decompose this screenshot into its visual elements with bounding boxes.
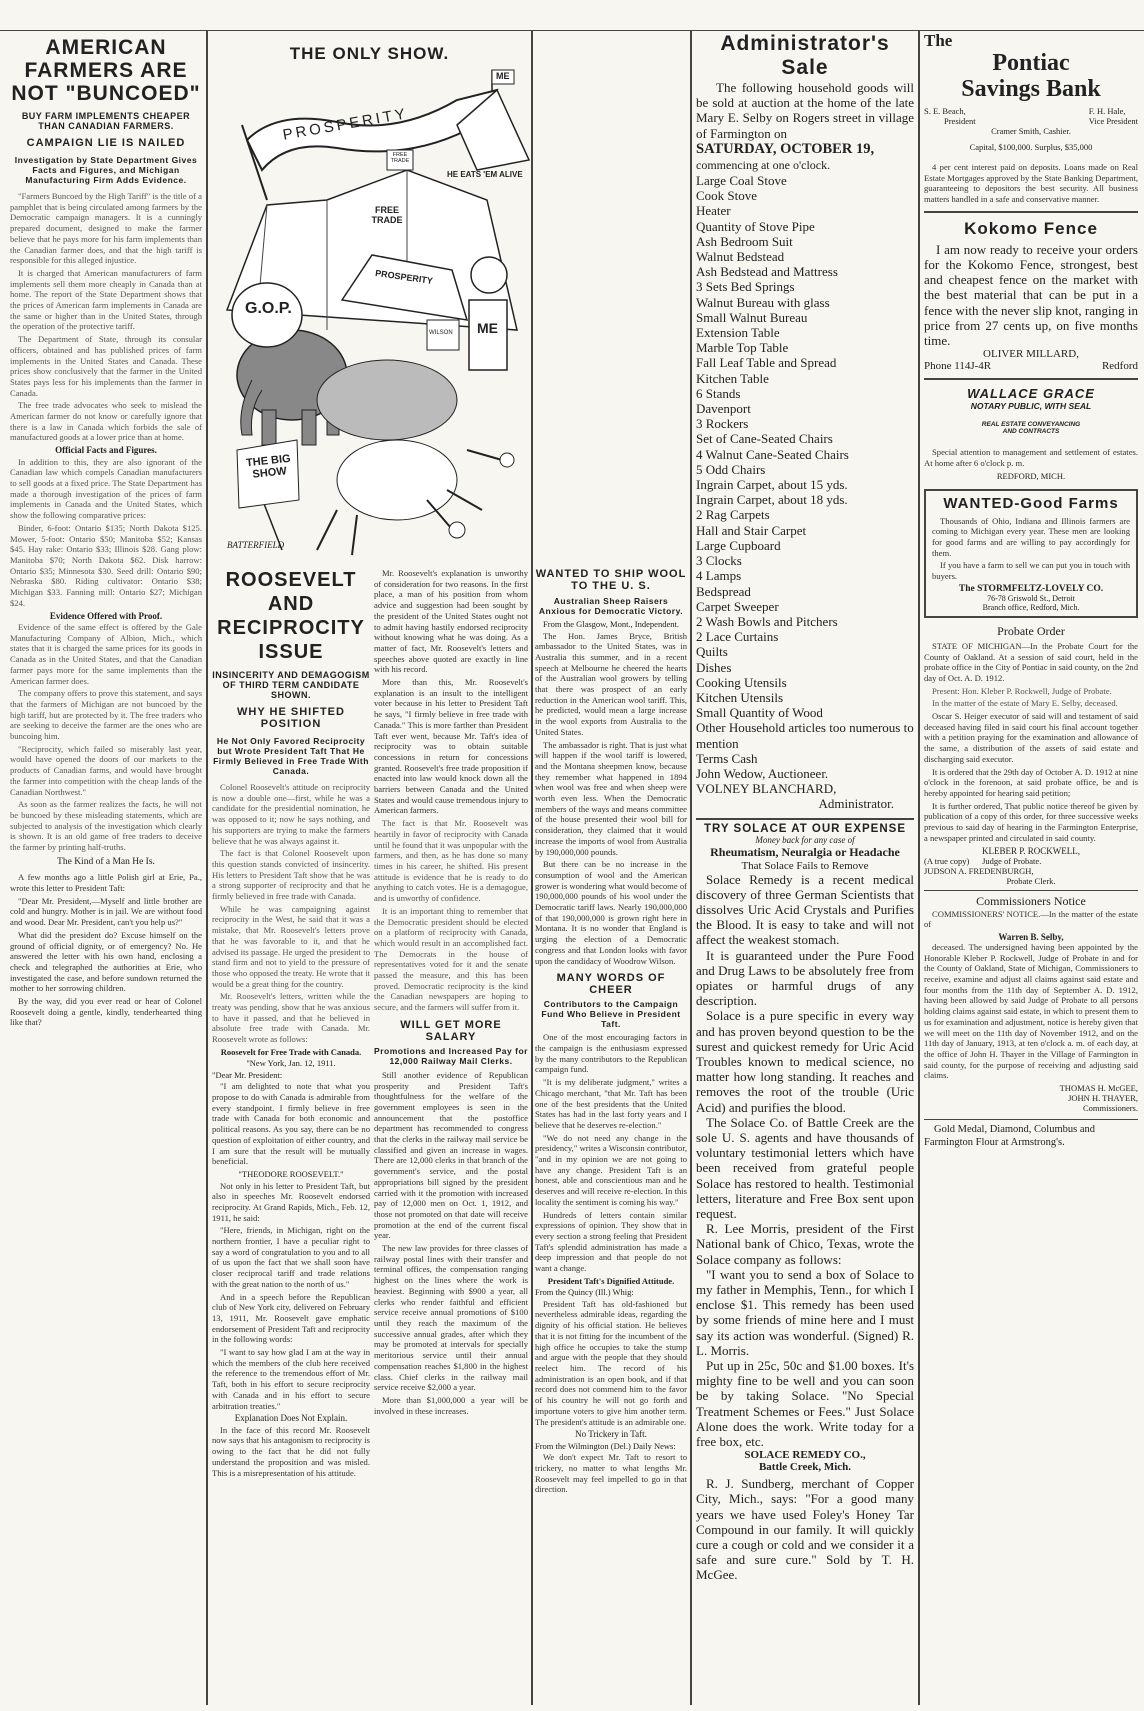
sale-item: Walnut Bureau with glass	[696, 294, 830, 310]
probate-paragraph: Present: Hon. Kleber P. Rockwell, Judge of Probate.	[932, 685, 1112, 696]
sale-item: 3 Sets Bed Springs	[696, 279, 795, 295]
article-paragraph: The Hon. James Bryce, British ambassador to the United States, was in Australia this summer, and in a recent speech at Melbourne he cheered the hearts of the Australian wool growers by telling that there was prospect of an early reduction in the American wool tariff. This, he predicted, would mean a large increase in the wool exports from Australia to the United States.	[535, 630, 687, 737]
bank-the: The	[924, 32, 953, 50]
article-paragraph: Not only in his letter to President Taft, but also in speeches Mr. Roosevelt endorsed reciprocity. At Grand Rapids, Mich., Feb. 12, 1911, he said:	[212, 1180, 370, 1223]
ad-fence-title: Kokomo Fence	[964, 218, 1098, 238]
sale-item: Ash Bedroom Suit	[696, 233, 793, 249]
bank-officer-2: F. H. Hale,	[1088, 106, 1126, 116]
ad-fence-paragraph: I am now ready to receive your orders for the Kokomo Fence, strongest, best and cheapest fence on the market with the best material that can be put in a fence with the never slip knot, ranging in price from 27 cents up, on five months time.	[924, 241, 1138, 349]
column-rule-4	[918, 30, 920, 1705]
sale-item: Davenport	[696, 401, 751, 417]
ad-wanted-farms-company: The STORMFELTZ-LOVELY CO.	[958, 583, 1104, 594]
sale-item: Quantity of Stove Pipe	[696, 218, 815, 234]
article-paragraph: "Here, friends, in Michigan, right on the northern frontier, I have a peculiar right to say a word of congratulation to you and to all of us upon the fact that we shall soon have closer reciprocal tariff and trade relations with the great nation to the north of us."	[212, 1225, 370, 1289]
sale-item: 2 Lace Curtains	[696, 629, 779, 645]
article-paragraph: It is charged that American manufacturers of farm implements sell them more cheaply in Canada than at home. The report of the State Department shows that the prices of American farm implements in Canada are the same or higher than in the United States, through the operation of the protective tariff.	[10, 267, 202, 332]
probate-paragraph: Oscar S. Heiger executor of said will and testament of said deceased having filed in said court his final account together with a petition praying for the examination and allowance of the same, a distribution of the assets of said estate and discharging said executor.	[924, 711, 1138, 764]
commissioners-estate-name: Warren B. Selby,	[998, 931, 1064, 942]
article-paragraph: "Reciprocity, which failed so miserably last year, would have opened the doors of our markets to the products of Canadian farms, and would have brought the farmer into competition with the cheap lands of the Canadian Northwest."	[10, 743, 202, 797]
ad-solace-paragraph: "I want you to send a box of Solace to my father in Memphis, Tenn., for which I enclose $1. This remedy has been used by some friends of mine here and I must say its action was wonderful. (Signed) R. L. Morris.	[696, 1266, 914, 1358]
ad-solace-sub: Money back for any case of	[755, 834, 855, 845]
banner-text: PROSPERITY	[281, 105, 410, 144]
ad-wanted-farms-address: 76-78 Griswold St., Detroit	[987, 593, 1075, 603]
commissioners-sign-1: THOMAS H. McGEE,	[1059, 1083, 1138, 1094]
bank-officer-2-title: Vice President	[1088, 116, 1138, 126]
sale-item: Extension Table	[696, 325, 780, 341]
bank-capital: Capital, $100,000. Surplus, $35,000	[969, 142, 1093, 152]
sale-item: Ingrain Carpet, about 15 yds.	[696, 477, 848, 493]
artist-signature: BATTERFIELD	[227, 540, 285, 550]
sale-item: Cook Stove	[696, 188, 758, 204]
bank-officers	[924, 106, 1138, 126]
sale-item: Walnut Bedstead	[696, 249, 785, 265]
section-heading: No Trickery in Taft.	[575, 1429, 647, 1440]
sale-item: Kitchen Table	[696, 370, 769, 386]
probate-paragraph: In the matter of the estate of Mary E. Selby, deceased.	[932, 698, 1118, 709]
sale-item: 5 Odd Chairs	[696, 461, 766, 477]
article-paragraph: The fact is that Colonel Roosevelt upon this question stands convicted of insincerity. His letters to President Taft show that he was a strong supporter of reciprocity and that he firmly believed in free trade with Canada.	[212, 848, 370, 902]
sale-item: Dishes	[696, 659, 732, 675]
ad-wanted-farms-box	[924, 489, 1138, 618]
article-paragraph: The Department of State, through its consular officers, obtained and has published prices of farm implements in the United States and Canada. These prices show conclusively that the farmer in the United States pays less for his implements than the farmer in Canada.	[10, 334, 202, 398]
sale-item: Quilts	[696, 644, 728, 660]
commissioners-paragraph: deceased. The undersigned having been appointed by the Honorable Kleber P. Rockwell, Judge of Probate in and for the County of Oakland, State of Michigan, Commissioners to receive, examine and adjust all claims against said estate and four months from the 11th day of September A. D. 1912, having been allowed by said Judge of Probate to all persons holding claims against said estate, in which to present them to us for examination and adjustment, notice is hereby given that we will meet on the 11th day of November 1912, and on the 11th day of January, 1913, at ten o'clock a. m. of each day, at the office of John H. Thayer in the Village of Farmington in said county, for the purpose of receiving and adjusting said claims.	[924, 941, 1138, 1081]
column-4	[535, 568, 687, 1706]
ad-terms: Terms Cash	[696, 750, 758, 766]
sale-item: Large Coal Stove	[696, 173, 787, 189]
subhead-insincerity: INSINCERITY AND DEMAGOGISM OF THIRD TERM CANDIDATE SHOWN.	[212, 670, 370, 700]
top-rule	[0, 30, 1144, 31]
bank-paragraph: 4 per cent interest paid on deposits. Loans made on Real Estate Mortgages approved by the State Banking Department, guaranteeing to depositors the best security. All business matters handled in a safe and conservative manner.	[924, 162, 1138, 205]
article-paragraph: Binder, 6-foot: Ontario $135; North Dakota $125. Mower, 5-foot: Ontario $50; Manitoba $52; Kansas $45. Hay rake: Ontario $33; Illinois $28. Gang plow: Manitoba $70; North Dakota $62. Disk harrow: Ontario $35; Minnesota $30. Seed drill: Ontario $90; Nebraska $80. Riding cultivator: Ontario $38; Michigan $33. Fanning mill: Ontario $27; Michigan $24.	[10, 522, 202, 608]
sale-item: 2 Wash Bowls and Pitchers	[696, 613, 838, 629]
subhead-campaign-lie: CAMPAIGN LIE IS NAILED	[26, 137, 186, 149]
article-paragraph: Mr. Roosevelt's letters, written while the treaty was pending, show that he was anxious to have it passed, and that he believed in absolute free trade with Canada. Mr. Roosevelt wrote as follows:	[212, 991, 370, 1045]
ad-solace-sub3: That Solace Fails to Remove	[741, 859, 869, 872]
divider	[924, 1119, 1138, 1120]
sale-item: Bedspread	[696, 583, 751, 599]
sale-item: Cooking Utensils	[696, 674, 787, 690]
ad-solace-paragraph: The Solace Co. of Battle Creek are the sole U. S. agents and have thousands of voluntary testimonial letters which have been received from grateful people Solace has restored to health. Testimonial letters, literature and Free Box sent upon request.	[696, 1114, 914, 1222]
headline-words-of-cheer: MANY WORDS OF CHEER	[556, 972, 666, 997]
box-free-trade: FREE TRADE	[390, 152, 410, 164]
bank-officer-1: S. E. Beach,	[924, 106, 966, 116]
article-paragraph: One of the most encouraging factors in the campaign is the enthusiasm expressed by the many contributors to the Republican campaign fund.	[535, 1032, 687, 1075]
ad-flour: Gold Medal, Diamond, Columbus and Farmington Flour at Armstrong's.	[924, 1124, 1095, 1149]
headline-more-salary: WILL GET MORE SALARY	[400, 1018, 502, 1043]
article-paragraph: In the face of this record Mr. Roosevelt now says that his antagonism to reciprocity is owing to the fact that he did not fully understand the proposition and was misled. This is a misrepresentation of his attitude.	[212, 1424, 370, 1478]
probate-paragraph: It is further ordered, That public notice thereof be given by publication of a copy of this order, for three successive weeks previous to said day of hearing in the Farmington Enterprise, a newspaper printed and circulated in said county.	[924, 800, 1138, 843]
article-paragraph: The fact is that Mr. Roosevelt was heartily in favor of reciprocity with Canada until he found that it was unpopular with the farmers, and then, as he has done so many times in his career, he shifted. His present attitude is evidence that he is ready to do anything to catch votes. He is a demagogue, and is unworthy of confidence.	[374, 818, 528, 904]
ad-foley-paragraph: R. J. Sundberg, merchant of Copper City, Mich., says: "For a good many years we have used Foley's Honey Tar Compound in our family. It will quickly cure a cough or cold and we consider it a safe and sure cure." Sold by T. H. McGee.	[696, 1476, 914, 1583]
ad-fence-name: OLIVER MILLARD,	[983, 348, 1079, 361]
article-paragraph: The ambassador is right. That is just what will happen if the wool tariff is lowered, and the Montana sheepmen know, because they remember what happened in 1894 when wool was free and when sheep were worth even less. When the Democratic members of the ways and means committee of the house presented their wool bill for consideration, they claimed that it would increase the imports of wool from Australia by 190,000,000 pounds.	[535, 739, 687, 857]
sign-eats-em-alive: HE EATS 'EM ALIVE	[447, 170, 523, 179]
article-paragraph: Evidence of the same effect is offered by the Gale Manufacturing Company of Albion, Mich., which states that it is charged the same prices for its goods in Canada as in the United States, and that the Canadian farmer pays more for the same implements than the American farmer does.	[10, 622, 202, 686]
article-paragraph: The new law provides for three classes of railway postal lines with their transfer and terminal offices, the compensation ranging highest on the lines where the work is heaviest. Beginning with $900 a year, all clerks who render faithful and efficient service receive annual promotions of $100 until they reach the maximum of the successive annual grades, after which they may be promoted at intervals for specially meritorious service until their annual compensation reaches $1,800 in the highest class. Chief clerks in the railway mail service receive $2,000 a year.	[374, 1243, 528, 1393]
article-paragraph: Still another evidence of Republican prosperity and President Taft's thoughtfulness for the welfare of the government employees is seen in the announcement that the postoffice department has recommended to congress that the clerks in the railway mail service be classified and given an increase in wages. There are 12,000 clerks in that branch of the government's service, and the postal appropriations bill signed by the president carried with it the promotion with increased pay of 12,000 men on Oct. 1, 1912, and those not promoted on that date will receive promotion at the end of the current fiscal year.	[374, 1069, 528, 1241]
ad-administrator-name: VOLNEY BLANCHARD,	[696, 781, 837, 797]
probate-judge: KLEBER P. ROCKWELL,	[982, 845, 1080, 856]
headline-wool: WANTED TO SHIP WOOL TO THE U. S.	[535, 568, 687, 592]
article-paragraph: Hundreds of letters contain similar expressions of opinion. They show that in every section a strong feeling that President Taft's splendid administration has made a deep impression and that people do not want a change.	[535, 1209, 687, 1274]
sale-item: Set of Cane-Seated Chairs	[696, 431, 833, 447]
probate-paragraph: It is ordered that the 29th day of October A. D. 1912 at nine o'clock in the forenoon, at said probate office, be and is hereby appointed for hearing said petition;	[924, 766, 1138, 798]
ad-solace-paragraph: Solace is a pure specific in every way and has proven beyond question to be the surest and quickest remedy for Uric Acid Troubles known to medical science, no matter how long standing. It reaches and removes the root of the trouble (Uric Acid) and purifies the blood.	[696, 1008, 914, 1115]
ad-fence-city: Redford	[1101, 360, 1138, 373]
sale-item: 2 Rag Carpets	[696, 507, 770, 523]
commissioners-sign-2: JOHN H. THAYER,	[1068, 1093, 1138, 1104]
column-1	[10, 36, 202, 1706]
probate-copy: (A true copy) Judge of Probate.	[924, 855, 1042, 866]
ad-sale-date: SATURDAY, OCTOBER 19,	[696, 140, 875, 157]
column-2	[212, 568, 370, 1706]
section-heading: President Taft's Dignified Attitude.	[547, 1275, 675, 1286]
subhead-farm-implements: BUY FARM IMPLEMENTS CHEAPER THAN CANADIAN FARMERS.	[21, 111, 191, 131]
sale-item: Heater	[696, 203, 731, 219]
sale-item: 6 Stands	[696, 385, 741, 401]
sale-item: 4 Walnut Cane-Seated Chairs	[696, 446, 849, 462]
ad-grace-paragraph: Special attention to management and settlement of estates. At home after 6 o'clock p. m.	[924, 447, 1138, 468]
ad-solace-city: Battle Creek, Mich.	[758, 1461, 852, 1474]
commissioners-sub: COMMISSIONERS' NOTICE.—In the matter of the estate of	[924, 908, 1138, 930]
ad-grace-sub: REAL ESTATE CONVEYANCING AND CONTRACTS	[981, 421, 1081, 436]
article-paragraph: President Taft has old-fashioned but nevertheless admirable ideas, regarding the dignity of his official station. He believes that it is not fitting for the incumbent of the high office he occupies to take the stump and argue with the people that they should reelect him. The record of his administration is an open book, and if that record does not commend him to the favor of his country he will not go forth and importune voters to give him another term. The president's attitude is an admirable one.	[535, 1298, 687, 1427]
article-paragraph: "I want to say how glad I am at the way in which the members of the club here received the reference to the tremendous effort of Mr. Taft, both in his effort to secure reciprocity with Canada and in his effort to secure arbitration treaties."	[212, 1347, 370, 1411]
bank-cashier: Cramer Smith, Cashier.	[991, 126, 1071, 136]
article-paragraph: More than $1,000,000 a year will be involved in these increases.	[374, 1394, 528, 1416]
sale-item: Small Quantity of Wood	[696, 705, 823, 721]
sale-item: 3 Clocks	[696, 553, 742, 569]
source-line: From the Quincy (Ill.) Whig:	[535, 1287, 634, 1298]
article-paragraph: By the way, did you ever read or hear of Colonel Roosevelt doing a gentle, kindly, tenderhearted thing like that?	[10, 996, 202, 1028]
ad-sale-intro: The following household goods will be sold at auction at the home of the late Mary E. Selby on Rogers street in village of Farmington on	[696, 80, 914, 141]
sign-big-show: THE BIG SHOW	[245, 452, 292, 481]
subhead-favored-reciprocity: He Not Only Favored Reciprocity but Wrote President Taft That He Firmly Believed in Free Trade With Canada.	[213, 736, 369, 776]
divider	[924, 211, 1138, 213]
article-paragraph: As soon as the farmer realizes the facts, he will not be buncoed by these misleading statements, which are subjected to analysis of the investigation which clearly is shown. It is an old game of free traders to deceive the farmer by printing half-truths.	[10, 799, 202, 853]
sale-item: Fall Leaf Table and Spread	[696, 355, 837, 371]
sale-item: Carpet Sweeper	[696, 598, 779, 614]
letter-signature: "THEODORE ROOSEVELT."	[238, 1169, 344, 1179]
article-paragraph: In addition to this, they are also ignorant of the Canadian law which compels Canadian manufacturers to sell goods at a fixed price. The State Department has made a thorough investigation of the prices of farm implements in Canada and the United States, which show the following comparative prices:	[10, 456, 202, 521]
elephant-label: G.O.P.	[245, 300, 292, 317]
ad-fence-phone: Phone 114J-4R	[924, 360, 992, 373]
sale-item: Ingrain Carpet, about 18 yds.	[696, 492, 848, 508]
article-paragraph: "We do not need any change in the presidency," writes a Wisconsin contributor, "and in my opinion we are not going to have any change. President Taft is an honest, able and conscientious man and he deserves and will receive re-election. In this locality the sentiment is coming his way."	[535, 1132, 687, 1207]
article-paragraph: We don't expect Mr. Taft to resort to trickery, no matter to what lengths Mr. Roosevelt may feel impelled to go in that direction.	[535, 1452, 687, 1495]
commissioners-sign-3: Commissioners.	[1082, 1103, 1138, 1114]
cartoon-title: THE ONLY SHOW.	[289, 44, 450, 63]
ad-wanted-farms-paragraph: Thousands of Ohio, Indiana and Illinois farmers are coming to Michigan every year. These men are looking for good farms and are willing to pay accordingly for them.	[932, 515, 1130, 558]
ad-administrator-title: Administrator.	[818, 796, 894, 812]
section-heading: Evidence Offered with Proof.	[49, 610, 163, 621]
sale-item: Ash Bedstead and Mattress	[696, 264, 838, 280]
ad-grace-title: NOTARY PUBLIC, WITH SEAL	[970, 401, 1092, 412]
article-paragraph: Colonel Roosevelt's attitude on reciprocity is now a double one—first, while he was a candidate for the presidential nomination, he was opposed to it; now he says nothing, and his supporters are trying to make the farmers believe that he was always against it.	[212, 782, 370, 846]
tent-sign-free-trade: FREE TRADE	[371, 205, 403, 225]
article-paragraph: While he was campaigning against reciprocity in the West, he said that it was a mistake, that Mr. Roosevelt's letters prove that he was favorable to it, and that he advised its passage. He urged the president to stand firm and not to yield to the pressure of those who opposed the treaty. He wrote that it would be a great thing for the country.	[212, 903, 370, 989]
bank-name-1: Pontiac	[992, 50, 1070, 76]
sale-item: Marble Top Table	[696, 340, 789, 356]
ad-grace-city: REDFORD, MICH.	[996, 470, 1066, 481]
subhead-contributors: Contributors to the Campaign Fund Who Believe in President Taft.	[541, 999, 681, 1030]
ad-solace-company: SOLACE REMEDY CO.,	[744, 1449, 866, 1462]
ad-wanted-farms-title: WANTED-Good Farms	[943, 494, 1119, 512]
letter-date: "New York, Jan. 12, 1911.	[246, 1058, 336, 1069]
ad-wanted-farms-paragraph: If you have a farm to sell we can put you in touch with buyers.	[932, 560, 1130, 582]
subhead-why-shifted: WHY HE SHIFTED POSITION	[237, 706, 345, 730]
article-paragraph: Mr. Roosevelt's explanation is unworthy of consideration for two reasons. In the first place, a man of his position from whom advice and suggestion had been sought by the president of the United States ought not to admit having hastily endorsed reciprocity without knowing what he was doing. As a matter of fact, Mr. Roosevelt's letters and speeches above quoted are exactly in line with his record.	[374, 568, 528, 675]
section-heading: Roosevelt for Free Trade with Canada.	[220, 1046, 362, 1057]
letter-salutation: "Dear Mr. President:	[212, 1069, 283, 1080]
sale-item: Small Walnut Bureau	[696, 309, 808, 325]
article-paragraph: It is an important thing to remember that the Democratic president should be elected on a platform of reciprocity with Canada, which would result in an accomplished fact. The Democrats in the house of representatives voted for it and the senate passed the measure, and this has been proved. Democratic reciprocity is the kind the Canadian newspapers are hoping to secure, and the farmers will suffer from it.	[374, 905, 528, 1013]
article-paragraph: But there can be no increase in the consumption of wool and the American grower is wondering what would become of 190,000,000 pounds of his wool under the Democratic tariff laws. Nearly 190,000,000 of that 190,000,000 is grown right here in Montana. It is no wonder that England is urging the election of a Democratic congress and that London looks with favor upon the candidacy of Woodrow Wilson.	[535, 859, 687, 966]
ad-administrators-sale-title: Administrator's Sale	[720, 32, 890, 79]
ad-solace-sub2: Rheumatism, Neuralgia or Headache	[710, 844, 900, 859]
headline-farmers: AMERICAN FARMERS ARE NOT "BUNCOED"	[11, 36, 201, 105]
podium-me: ME	[477, 320, 498, 336]
ad-solace-paragraph: Put up in 25c, 50c and $1.00 boxes. It's mighty fine to be well and you can soon be by taking Solace. "No Special Treatment Schemes or Fees." Just Solace Alone does the work. Write today for a free box, etc.	[696, 1358, 914, 1450]
article-paragraph: "Dear Mr. President,—Myself and little brother are cold and hungry. Mother is in jail. We are without food and wood. Dear Mr. President, can't you help us?"	[10, 895, 202, 928]
article-paragraph: And in a speech before the Republican club of New York city, delivered on February 13, 1911, Mr. Roosevelt gave emphatic endorsement of President Taft and reciprocity in the following words:	[212, 1291, 370, 1345]
probate-clerk: JUDSON A. FREDENBURGH,	[924, 865, 1034, 876]
ad-solace-paragraph: R. Lee Morris, president of the First National bank of Chico, Texas, wrote the Solace company as follows:	[696, 1221, 914, 1267]
divider	[696, 818, 914, 820]
ad-sale-items	[696, 173, 914, 751]
sale-item: Hall and Stair Carpet	[696, 522, 807, 538]
sale-item: Other Household articles too numerous to mention	[696, 720, 914, 751]
article-paragraph: What did the president do? Excuse himself on the ground of official dignity, or of emergency? No. He answered the letter with his own hand, enclosing a check and telegraphed the authorities at Erie, who investigated the case, and before sundown returned the mother to her sorrowing children.	[10, 929, 202, 994]
ad-solace-title: TRY SOLACE AT OUR EXPENSE	[704, 822, 906, 835]
ad-grace-name: WALLACE GRACE	[967, 386, 1095, 402]
section-heading: The Kind of a Man He Is.	[57, 856, 155, 867]
sale-item: Large Cupboard	[696, 537, 781, 553]
ad-solace-paragraph: Solace Remedy is a recent medical discovery of three German Scientists that dissolves Uric Acid Crystals and Purifies the Blood. It is easy to take and will not affect the weakest stomach.	[696, 871, 914, 948]
cartoon-drawing	[207, 30, 532, 560]
commissioners-title: Commissioners Notice	[976, 893, 1086, 908]
bank-officer-1-title: President	[944, 116, 976, 126]
divider	[924, 890, 1138, 891]
divider	[924, 378, 1138, 380]
article-paragraph: The free trade advocates who seek to mislead the American farmer do not know or carefully ignore that there is a law in Canada which forbids the sale of manufactured goods at a lower price than at home.	[10, 400, 202, 443]
probate-title: Probate Order	[997, 623, 1065, 638]
bank-name-2: Savings Bank	[961, 76, 1101, 102]
article-paragraph: "Farmers Buncoed by the High Tariff" is the title of a pamphlet that is being circulated among farmers by the Democratic campaign managers. It is a cunningly prepared document, designed to make the farmer believe that he pays more for his farm implements than the Canadian farmer does, and that the high tariff is responsible for this alleged injustice.	[10, 191, 202, 266]
political-cartoon	[207, 30, 532, 560]
section-heading: Official Facts and Figures.	[55, 445, 157, 456]
article-paragraph: A few months ago a little Polish girl at Erie, Pa., wrote this letter to President Taft:	[10, 872, 202, 893]
column-3	[374, 568, 528, 1706]
ad-wanted-farms-branch: Branch office, Redford, Mich.	[982, 602, 1080, 612]
subhead-railway-clerks: Promotions and Increased Pay for 12,000 Railway Mail Clerks.	[374, 1045, 528, 1066]
box-wilson: WILSON	[429, 330, 453, 336]
subhead-investigation: Investigation by State Department Gives Facts and Figures, and Michigan Manufacturing Firm Adds Evidence.	[14, 155, 198, 185]
ad-fence-contact	[924, 360, 1138, 372]
article-paragraph: "I am delighted to note that what you propose to do with Canada is admirable from every standpoint. I firmly believe in free trade with Canada for both economic and political reasons. As you say, there can be no question of exploitation of either country, and I am sure that the result will be mutually beneficial.	[212, 1081, 370, 1167]
sale-item: 4 Lamps	[696, 568, 742, 584]
probate-paragraph: STATE OF MICHIGAN—In the Probate Court for the County of Oakland. At a session of said court, held in the probate office in the City of Pontiac in said county, on the 2nd day of Oct. A. D. 1912.	[924, 640, 1138, 683]
ad-sale-time: commencing at one o'clock.	[696, 157, 831, 172]
sale-item: 3 Rockers	[696, 416, 749, 432]
flag-me: ME	[496, 71, 510, 81]
source-line: From the Glasgow, Mont., Independent.	[543, 619, 679, 629]
sale-item: Kitchen Utensils	[696, 689, 784, 705]
tent-banner-prosperity: PROSPERITY	[374, 268, 434, 286]
article-paragraph: "It is my deliberate judgment," writes a Chicago merchant, "that Mr. Taft has been one of the best presidents that the United States has had in the last forty years and I believe that he deserves re-election."	[535, 1077, 687, 1130]
source-line: From the Wilmington (Del.) Daily News:	[535, 1440, 676, 1451]
column-5	[696, 32, 914, 1706]
column-rule-3	[690, 30, 692, 1705]
ad-auctioneer: John Wedow, Auctioneer.	[696, 765, 829, 781]
subhead-australian: Australian Sheep Raisers Anxious for Democratic Victory.	[538, 596, 684, 616]
headline-roosevelt: ROOSEVELT AND RECIPROCITY ISSUE	[217, 569, 365, 663]
probate-clerk-title: Probate Clerk.	[1006, 875, 1056, 886]
column-6	[924, 32, 1138, 1706]
ad-solace-paragraph: It is guaranteed under the Pure Food and Drug Laws to be absolutely free from opiates or harmful drugs of any description.	[696, 947, 914, 1009]
article-paragraph: The company offers to prove this statement, and says that the farmers of Michigan are not buncoed by the high tariff, but are protected by it. The free traders who are seeking to deceive the farmer are the ones who are buncoing him.	[10, 688, 202, 742]
article-paragraph: More than this, Mr. Roosevelt's explanation is an insult to the intelligent voter because in his letter to President Taft he says, "I firmly believe in free trade with Canada." This is more farther than President Taft ever went, because Mr. Taft's idea of reciprocity was to obtain suitable concessions in return for concessions granted. Roosevelt's free trade proposition if enacted into law would knock down all the barriers between Canada and the United States and would cause tremendous injury to American farmers.	[374, 677, 528, 816]
section-heading: Explanation Does Not Explain.	[234, 1413, 348, 1424]
